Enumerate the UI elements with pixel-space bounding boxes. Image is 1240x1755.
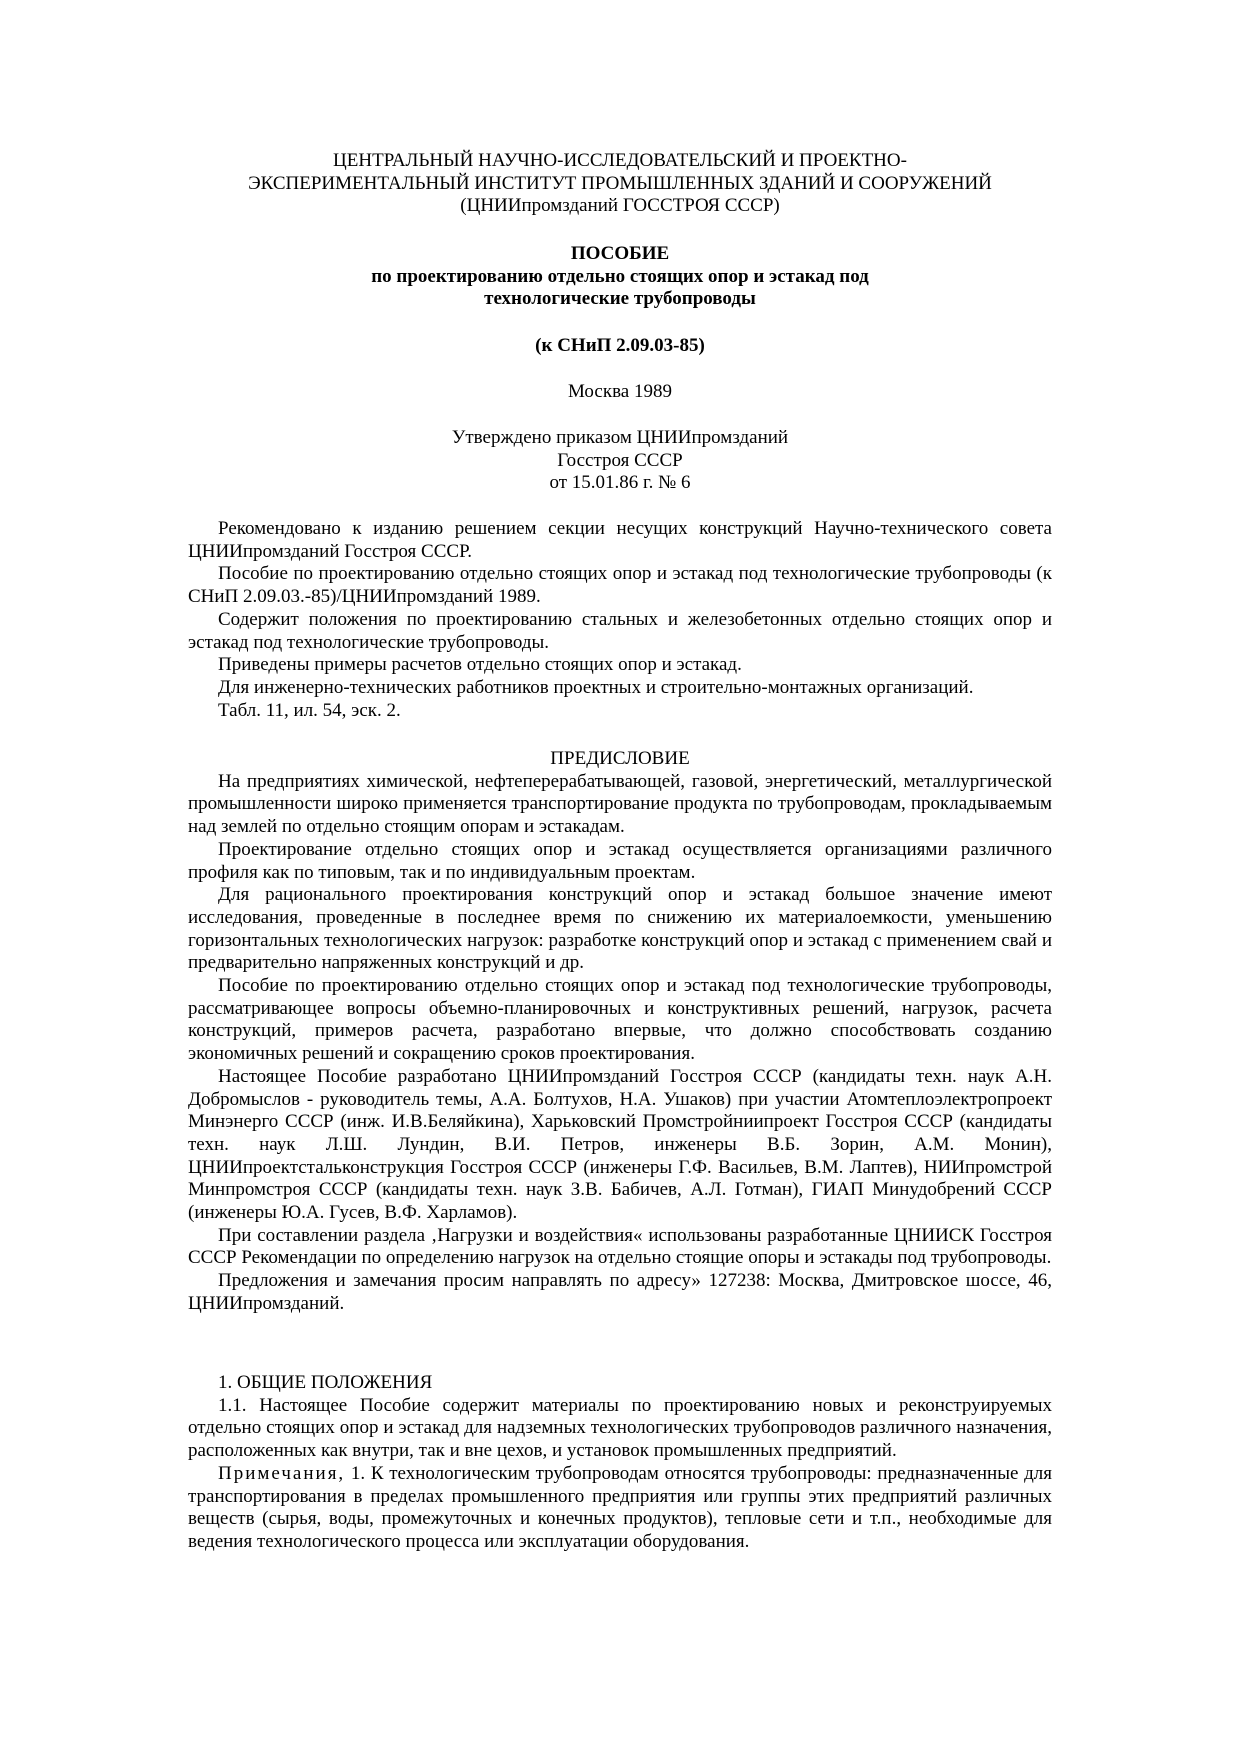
intro-paragraph: Для инженерно-технических работников проектных и строительно-монтажных организаций.: [218, 676, 974, 698]
section-1-paragraph: 1.1. Настоящее Пособие содержит материалы по проектированию новых и реконструируемых отдельно стоящих опор и эстакад для надземных технологических трубопроводов различного назначения, расположенных как внутри, так и вне цехов, и установок промышленных предприятий.: [188, 1394, 1052, 1462]
preface-paragraph: Предложения и замечания просим направлять по адресу» 127238: Москва, Дмитровское шоссе, 46, ЦНИИпромзданий.: [188, 1270, 1052, 1314]
document-title: [170, 243, 1070, 311]
preface-paragraph: Пособие по проектированию отдельно стоящих опор и эстакад под технологические трубопроводы, рассматривающее вопросы объемно-планировочных и конструктивных решений, нагрузок, расчета конструкций, примеров расчета, разработано впервые, что должно способствовать созданию экономичных решений и сокращению сроков проектирования.: [188, 975, 1052, 1065]
preface-section: [188, 748, 1052, 1316]
intro-block: [188, 518, 1052, 722]
approval-line-3: от 15.01.86 г. № 6: [549, 472, 691, 494]
intro-paragraph: Рекомендовано к изданию решением секции несущих конструкций Научно-технического совета ЦНИИпромзданий Госстроя СССР.: [188, 518, 1052, 562]
preface-paragraph: При составлении раздела ‚Нагрузки и воздействия« использованы разработанные ЦНИИСК Госстроя СССР Рекомендации по определению нагрузок на отдельно стоящие опоры и эстакады под трубопроводы.: [188, 1224, 1052, 1269]
institute-header: [170, 150, 1070, 218]
note-text: 1. К технологическим трубопроводам относятся трубопроводы: предназначенные для транспортирования в пределах промышленного предприятия или группы этих предприятий различных веществ (сырья, воды, промежуточных и конечных продуктов), тепловые сети и т.п., необходимые для ведения технологического процесса или эксплуатации оборудования.: [188, 1462, 1052, 1552]
snip-reference: (к СНиП 2.09.03-85): [535, 335, 705, 356]
title-main: ПОСОБИЕ: [570, 243, 670, 264]
section-1-heading: 1. ОБЩИЕ ПОЛОЖЕНИЯ: [218, 1372, 433, 1393]
note-label: Примечания,: [218, 1462, 346, 1484]
approval-block: [170, 427, 1070, 495]
intro-paragraph: Содержит положения по проектированию стальных и железобетонных отдельно стоящих опор и эстакад под технологические трубопроводы.: [188, 608, 1052, 653]
approval-line-1: Утверждено приказом ЦНИИпромзданий: [451, 427, 789, 448]
header-line-2: ЭКСПЕРИМЕНТАЛЬНЫЙ ИНСТИТУТ ПРОМЫШЛЕННЫХ ЗДАНИЙ И СООРУЖЕНИЙ: [248, 172, 992, 194]
preface-paragraph: Для рационального проектирования конструкций опор и эстакад большое значение имеют исследования, проведенные в последнее время по снижению их материалоемкости, уменьшению горизонтальных технологических нагрузок: разработке конструкций опор и эстакад с применением свай и предварительно напряженных конструкций и др.: [188, 884, 1052, 974]
intro-paragraph: Пособие по проектированию отдельно стоящих опор и эстакад под технологические трубопроводы (к СНиП 2.09.03.-85)/ЦНИИпромзданий 1989.: [188, 563, 1052, 608]
city-year: Москва 1989: [568, 381, 672, 402]
section-1-note: [188, 1463, 1052, 1554]
intro-paragraph: Табл. 11, ил. 54, эск. 2.: [218, 699, 401, 721]
title-sub-1: по проектированию отдельно стоящих опор и эстакад под: [371, 265, 869, 287]
title-sub-2: технологические трубопроводы: [484, 288, 756, 310]
preface-paragraph: На предприятиях химической, нефтеперерабатывающей, газовой, энергетический, металлургической промышленности широко применяется транспортирование продукта по трубопроводам, прокладываемым над землей по отдельно стоящим опорам и эстакадам.: [188, 770, 1052, 838]
header-line-3: (ЦНИИпромзданий ГОССТРОЯ СССР): [460, 195, 780, 217]
preface-paragraph: Проектирование отдельно стоящих опор и эстакад осуществляется организациями различного профиля как по типовым, так и по индивидуальным проектам.: [188, 838, 1052, 883]
section-general: [188, 1372, 1052, 1554]
intro-paragraph: Приведены примеры расчетов отдельно стоящих опор и эстакад.: [218, 654, 742, 676]
header-line-1: ЦЕНТРАЛЬНЫЙ НАУЧНО-ИССЛЕДОВАТЕЛЬСКИЙ И ПРОЕКТНО-: [333, 150, 907, 171]
approval-line-2: Госстроя СССР: [557, 449, 683, 471]
preface-paragraph: Настоящее Пособие разработано ЦНИИпромзданий Госстроя СССР (кандидаты техн. наук А.Н. Добромыслов - руководитель темы, А.А. Болтухов, Н.А. Ушаков) при участии Атомтеплоэлектропроект Минэнерго СССР (инж. И.В.Беляйкина), Харьковский Промстройниипроект Госстроя СССР (кандидаты техн. наук Л.Ш. Лундин, В.И. Петров, инженеры В.Б. Зорин, А.М. Монин), ЦНИИпроектстальконструкция Госстроя СССР (инженеры Г.Ф. Васильев, В.М. Лаптев), НИИпромстрой Минпромстроя СССР (кандидаты техн. наук З.В. Бабичев, А.Л. Готман), ГИАП Минудобрений СССР (инженеры Ю.А. Гусев, В.Ф. Харламов).: [188, 1065, 1052, 1224]
preface-heading: ПРЕДИСЛОВИЕ: [550, 748, 690, 769]
